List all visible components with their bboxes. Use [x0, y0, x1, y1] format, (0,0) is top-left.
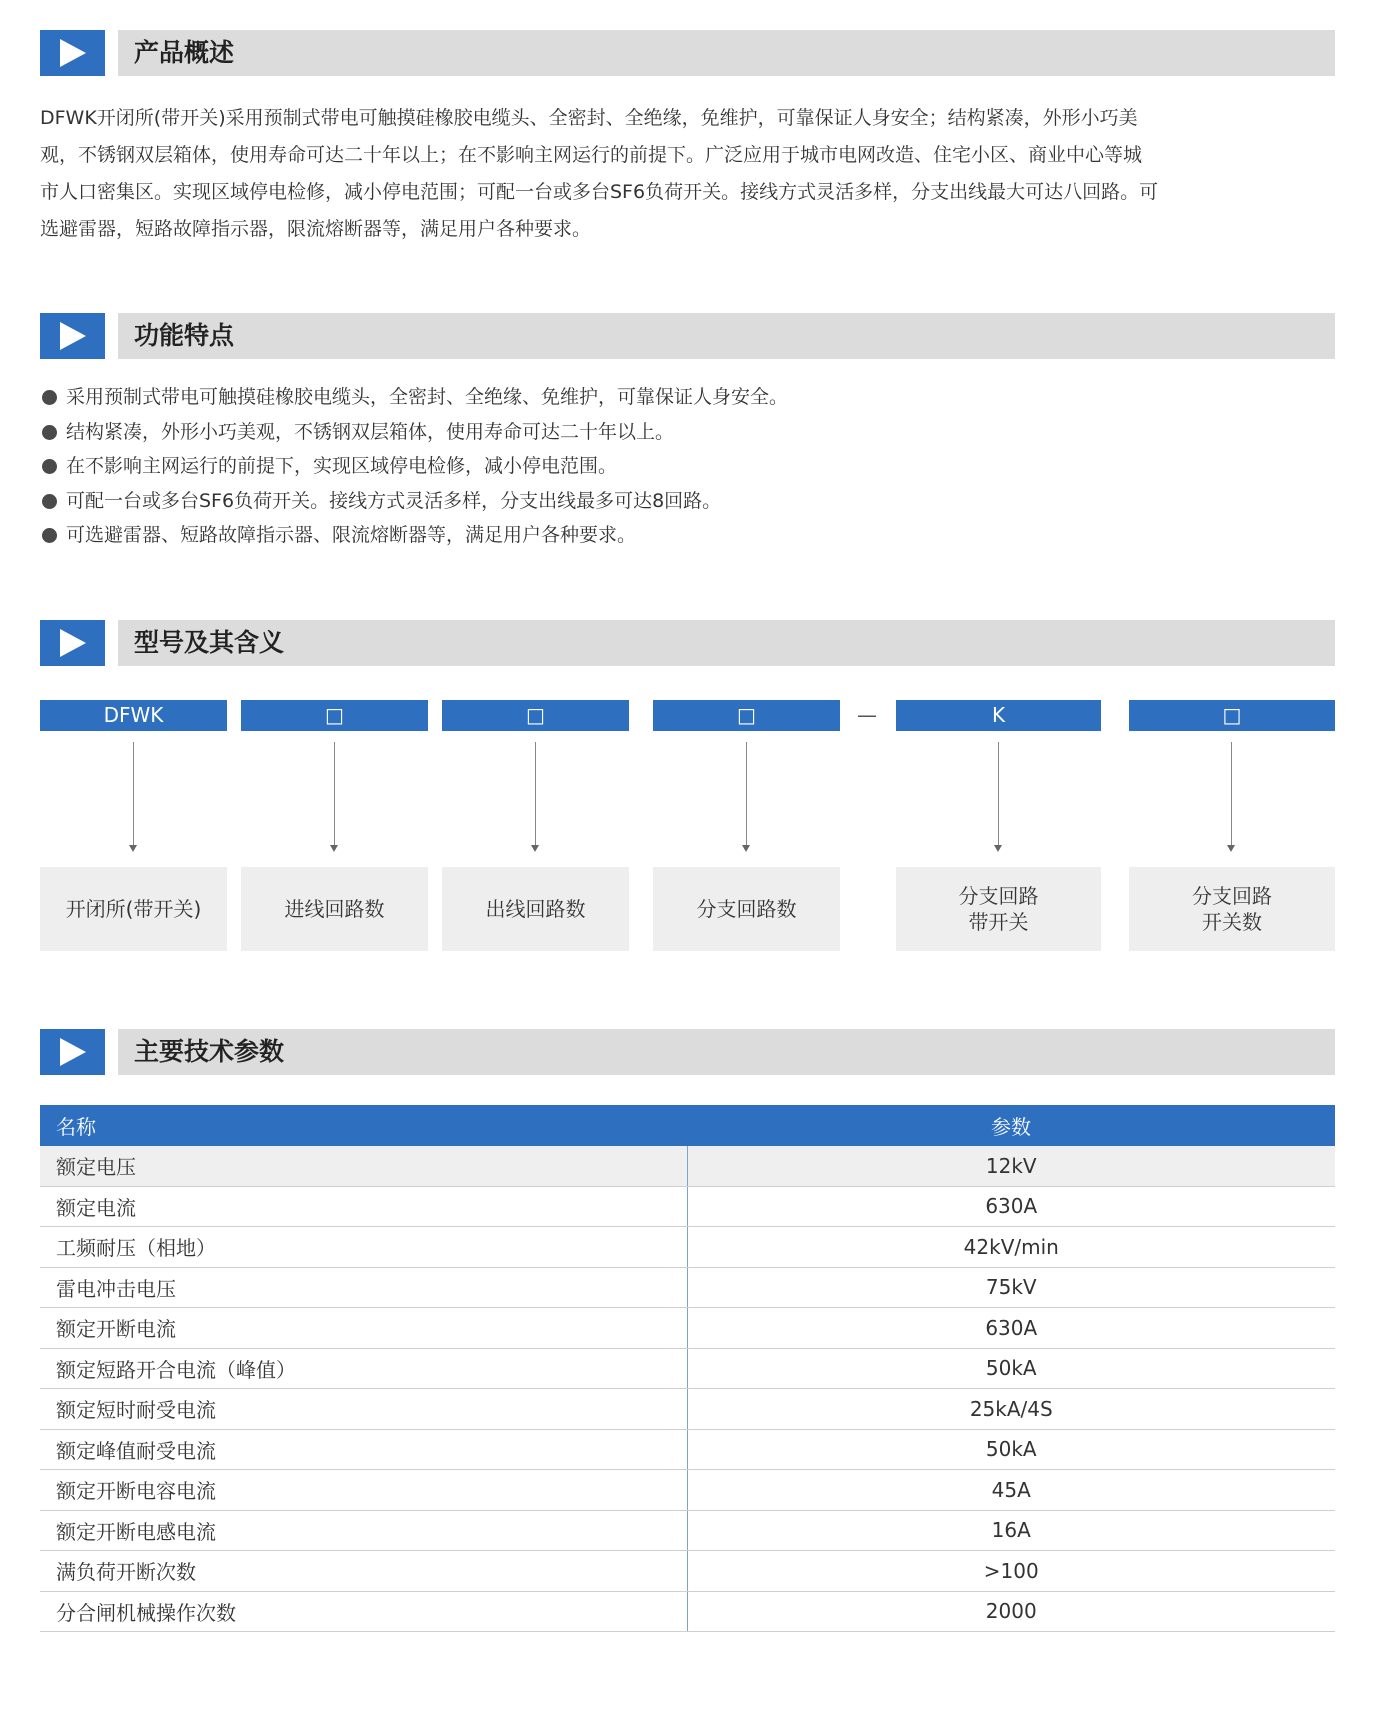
play-icon-box	[40, 620, 105, 666]
param-value: 50kA	[687, 1348, 1335, 1389]
table-row	[40, 1551, 1335, 1592]
model-desc-text: 开关数	[1202, 910, 1262, 934]
param-value: 2000	[687, 1591, 1335, 1632]
feature-list	[40, 380, 1335, 553]
param-name: 额定开断电容电流	[40, 1470, 687, 1511]
table-header-row	[40, 1105, 1335, 1146]
section-title: 功能特点	[134, 321, 235, 350]
table-row	[40, 1591, 1335, 1632]
feature-item	[40, 415, 1335, 450]
param-name: 工频耐压（相地）	[40, 1227, 687, 1268]
feature-text: 结构紧凑，外形小巧美观，不锈钢双层箱体，使用寿命可达二十年以上。	[66, 420, 675, 443]
param-name: 额定短路开合电流（峰值）	[40, 1348, 687, 1389]
feature-item	[40, 380, 1335, 415]
arrow-down-icon	[742, 845, 750, 852]
arrow-down-icon	[330, 845, 338, 852]
section-title-bar	[118, 620, 1335, 666]
section-title: 主要技术参数	[134, 1037, 285, 1066]
model-code-box: □	[442, 700, 629, 731]
model-dash: —	[857, 703, 877, 727]
arrow-line	[998, 742, 999, 847]
feature-text: 采用预制式带电可触摸硅橡胶电缆头，全密封、全绝缘、免维护，可靠保证人身安全。	[66, 386, 789, 408]
model-desc-box	[241, 867, 428, 951]
table-row	[40, 1348, 1335, 1389]
model-desc-text: 分支回路数	[696, 897, 797, 921]
param-value: >100	[687, 1551, 1335, 1592]
arrow-down-icon	[129, 845, 137, 852]
model-desc-text: 分支回路	[1192, 884, 1272, 908]
table-row	[40, 1308, 1335, 1349]
section-title-bar	[118, 313, 1335, 359]
play-icon	[58, 38, 88, 68]
model-desc-box	[1129, 867, 1335, 951]
table-row	[40, 1389, 1335, 1430]
table-row	[40, 1267, 1335, 1308]
bullet-dot-icon	[42, 459, 57, 474]
bullet-dot-icon	[42, 494, 57, 509]
header-name: 名称	[40, 1105, 687, 1146]
table-row	[40, 1510, 1335, 1551]
play-icon-box	[40, 313, 105, 359]
header-value: 参数	[687, 1105, 1335, 1146]
param-name: 满负荷开断次数	[40, 1551, 687, 1592]
section-title-bar	[118, 1029, 1335, 1075]
model-code-box: □	[653, 700, 840, 731]
arrow-down-icon	[994, 845, 1002, 852]
model-code-box: □	[1129, 700, 1335, 731]
play-icon	[58, 321, 88, 351]
overview-line: 选避雷器，短路故障指示器，限流熔断器等，满足用户各种要求。	[40, 218, 592, 240]
param-value: 630A	[687, 1308, 1335, 1349]
param-name: 额定短时耐受电流	[40, 1389, 687, 1430]
param-value: 75kV	[687, 1267, 1335, 1308]
play-icon-box	[40, 30, 105, 76]
model-code-box: DFWK	[40, 700, 227, 731]
section-header-model	[40, 620, 1335, 666]
model-desc-text: 分支回路	[958, 884, 1039, 908]
feature-item	[40, 484, 1335, 519]
model-desc-box	[40, 867, 227, 951]
model-desc-text: 出线回路数	[485, 897, 586, 921]
param-name: 额定电压	[40, 1146, 687, 1186]
section-title: 产品概述	[134, 38, 235, 67]
param-value: 12kV	[687, 1146, 1335, 1186]
model-desc-box	[896, 867, 1101, 951]
play-icon	[58, 628, 88, 658]
section-header-params	[40, 1029, 1335, 1075]
arrow-line	[334, 742, 335, 847]
play-icon	[58, 1037, 88, 1067]
param-name: 分合闸机械操作次数	[40, 1591, 687, 1632]
feature-text: 可选避雷器、短路故障指示器、限流熔断器等，满足用户各种要求。	[66, 524, 637, 546]
arrow-down-icon	[1227, 845, 1235, 852]
table-row	[40, 1146, 1335, 1186]
table-row	[40, 1186, 1335, 1227]
param-name: 额定电流	[40, 1186, 687, 1227]
param-name: 额定开断电感电流	[40, 1510, 687, 1551]
model-desc-box	[442, 867, 629, 951]
model-code-box: □	[241, 700, 428, 731]
feature-text: 可配一台或多台SF6负荷开关。接线方式灵活多样，分支出线最多可达8回路。	[66, 489, 722, 512]
param-name: 额定开断电流	[40, 1308, 687, 1349]
arrow-line	[535, 742, 536, 847]
param-value: 630A	[687, 1186, 1335, 1227]
section-title-bar	[118, 30, 1335, 76]
model-desc-text: 进线回路数	[284, 897, 385, 921]
model-desc-box	[653, 867, 840, 951]
model-desc-text: 带开关	[968, 910, 1029, 934]
bullet-dot-icon	[42, 390, 57, 405]
section-title: 型号及其含义	[134, 628, 285, 657]
param-value: 25kA/4S	[687, 1389, 1335, 1430]
arrow-line	[133, 742, 134, 847]
arrow-down-icon	[531, 845, 539, 852]
table-row	[40, 1227, 1335, 1268]
param-value: 50kA	[687, 1429, 1335, 1470]
bullet-dot-icon	[42, 528, 57, 543]
overview-line: DFWK开闭所(带开关)采用预制式带电可触摸硅橡胶电缆头、全密封、全绝缘，免维护，可靠保证人身安全；结构紧凑，外形小巧美	[40, 107, 1138, 129]
overview-line: 观，不锈钢双层箱体，使用寿命可达二十年以上；在不影响主网运行的前提下。广泛应用于城市电网改造、住宅小区、商业中心等城	[40, 144, 1143, 166]
section-header-overview	[40, 30, 1335, 76]
play-icon-box	[40, 1029, 105, 1075]
param-name: 雷电冲击电压	[40, 1267, 687, 1308]
model-code-box: K	[896, 700, 1101, 731]
param-value: 16A	[687, 1510, 1335, 1551]
overview-line: 市人口密集区。实现区域停电检修，减小停电范围；可配一台或多台SF6负荷开关。接线方式灵活多样，分支出线最大可达八回路。可	[40, 181, 1159, 203]
params-table	[40, 1105, 1335, 1632]
model-desc-text: 开闭所(带开关)	[65, 897, 202, 921]
section-header-features	[40, 313, 1335, 359]
feature-text: 在不影响主网运行的前提下，实现区域停电检修，减小停电范围。	[66, 455, 618, 477]
param-name: 额定峰值耐受电流	[40, 1429, 687, 1470]
arrow-line	[746, 742, 747, 847]
param-value: 45A	[687, 1470, 1335, 1511]
feature-item	[40, 518, 1335, 553]
overview-paragraph	[40, 100, 1335, 248]
param-value: 42kV/min	[687, 1227, 1335, 1268]
bullet-dot-icon	[42, 425, 57, 440]
table-row	[40, 1429, 1335, 1470]
feature-item	[40, 449, 1335, 484]
table-row	[40, 1470, 1335, 1511]
arrow-line	[1231, 742, 1232, 847]
